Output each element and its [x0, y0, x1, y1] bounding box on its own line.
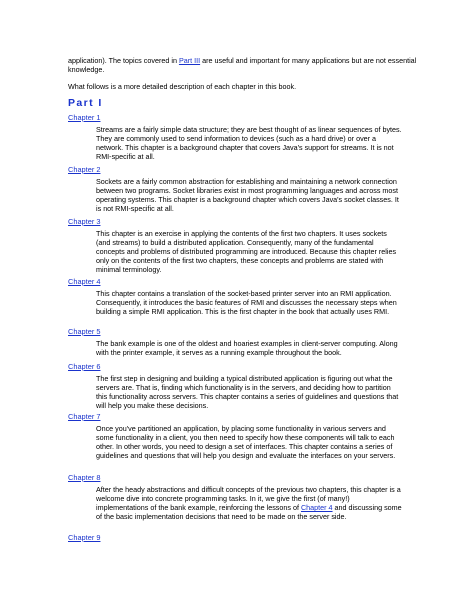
chapter-overview-sentence: What follows is a more detailed description of each chapter in this book.	[68, 82, 297, 91]
chapter-4-inline-link[interactable]: Chapter 4	[300, 503, 333, 513]
chapter-6-description: The first step in designing and building a typical distributed application is figuring out what the servers are. That is, finding which functionality is in the servers, and deciding how to partition this functionality across servers. This chapter contains a series of guidelines and questions that will help you make these decisions.	[96, 374, 399, 411]
chapter-1-link[interactable]: Chapter 1	[68, 113, 101, 122]
part-iii-link[interactable]: Part III	[178, 56, 201, 65]
chapter-3-link[interactable]: Chapter 3	[68, 217, 101, 226]
chapter-7-link[interactable]: Chapter 7	[68, 412, 101, 421]
chapter-7-description: Once you've partitioned an application, by placing some functionality in various servers and some functionality in a client, you then need to specify how these components will talk to each other. In other words, you need to design a set of interfaces. This chapter contains a series of guidelines and questions that will help you design and evaluate the interfaces on your servers.	[96, 424, 396, 461]
intro-paragraph	[68, 56, 418, 74]
chapter-2-description: Sockets are a fairly common abstraction for establishing and maintaining a network connection between two programs. Socket libraries exist in most programming languages and across most operating systems. This chapter is a background chapter which covers Java's socket classes. It is not RMI-specific at all.	[96, 177, 399, 214]
intro-text-before: application). The topics covered in	[68, 56, 179, 65]
chapter-8-text-after: and discussing some of the basic implementation decisions that need to be made on the server side.	[96, 503, 402, 522]
chapter-5-link[interactable]: Chapter 5	[68, 327, 101, 336]
chapter-4-link[interactable]: Chapter 4	[68, 277, 101, 286]
chapter-1-description: Streams are a fairly simple data structure; they are best thought of as linear sequences of bytes. They are commonly used to send information to devices (such as a hard drive) or over a network. This chapter is a background chapter that covers Java's support for streams. It is not RMI-specific at all.	[96, 125, 402, 162]
chapter-8-text-before: After the heady abstractions and difficult concepts of the previous two chapters, this chapter is a welcome dive into concrete programming tasks. In it, we give the first (of many!) implementations of the bank example, reinforcing the lessons of	[96, 485, 401, 513]
chapter-3-description: This chapter is an exercise in applying the contents of the first two chapters. It uses sockets (and streams) to build a distributed application. Consequently, many of the fundamental concepts and problems of distributed programming are introduced. Because this chapter relies only on the contents of the first two chapters, these concepts and problems are stated with minimal terminology.	[96, 229, 397, 275]
chapter-6-link[interactable]: Chapter 6	[68, 362, 101, 371]
part-heading: Part I	[68, 97, 103, 109]
chapter-4-description: This chapter contains a translation of the socket-based printer server into an RMI application. Consequently, it introduces the basic features of RMI and discusses the necessary steps when building a simple RMI application. This is the first chapter in the book that actually uses RMI.	[96, 289, 397, 317]
intro-text-after: are useful and important for many applications but are not essential knowledge.	[68, 56, 417, 75]
chapter-9-link[interactable]: Chapter 9	[68, 533, 101, 542]
chapter-8-description	[96, 485, 402, 521]
chapter-5-description: The bank example is one of the oldest and hoariest examples in client-server computing. Along with the printer example, it serves as a running example throughout the book.	[96, 339, 398, 358]
chapter-8-link[interactable]: Chapter 8	[68, 473, 101, 482]
chapter-2-link[interactable]: Chapter 2	[68, 165, 101, 174]
